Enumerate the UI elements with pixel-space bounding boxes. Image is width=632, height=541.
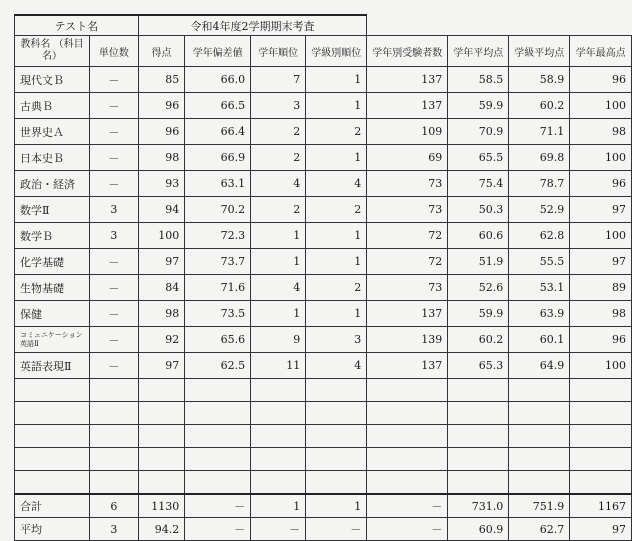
empty-cell [448, 471, 509, 495]
class-average-cell: 71.1 [509, 119, 570, 145]
subject-cell: 現代文Ｂ [15, 67, 90, 93]
empty-cell [367, 425, 448, 448]
grade-max-cell: 97 [570, 197, 632, 223]
empty-cell [15, 379, 90, 402]
subject-cell: 化学基礎 [15, 249, 90, 275]
grade-average-cell: 50.3 [448, 197, 509, 223]
subject-cell: 政治・経済 [15, 171, 90, 197]
empty-cell [15, 448, 90, 471]
class-average-cell: 60.1 [509, 327, 570, 353]
table-row [15, 67, 632, 93]
grade-max-cell: 100 [570, 353, 632, 379]
credits-cell: － [90, 171, 139, 197]
exam-title: 令和4年度2学期期末考査 [138, 15, 367, 36]
empty-cell [138, 402, 185, 425]
score-cell: 94 [138, 197, 185, 223]
col-subject: 教科名 （科目名） [15, 36, 90, 67]
credits-cell: 3 [90, 197, 139, 223]
score-cell: 100 [138, 223, 185, 249]
credits-cell: 3 [90, 223, 139, 249]
grade-rank-cell: 2 [251, 197, 306, 223]
table-row [15, 93, 632, 119]
grade-average-cell: 59.9 [448, 93, 509, 119]
table-row [15, 301, 632, 327]
empty-row [15, 448, 632, 471]
deviation-cell: 71.6 [185, 275, 251, 301]
credits-cell: － [90, 249, 139, 275]
score-table [14, 14, 632, 541]
empty-cell [306, 379, 367, 402]
class-average-cell: 52.9 [509, 197, 570, 223]
score-cell: 85 [138, 67, 185, 93]
header-row [15, 36, 632, 67]
grade-rank-cell: 4 [251, 275, 306, 301]
grade-rank-cell: 2 [251, 119, 306, 145]
empty-cell [185, 448, 251, 471]
grade-average-cell: 52.6 [448, 275, 509, 301]
deviation-cell: 66.5 [185, 93, 251, 119]
empty-cell [90, 379, 139, 402]
deviation-cell: 72.3 [185, 223, 251, 249]
takers-cell: 72 [367, 249, 448, 275]
takers-cell: 139 [367, 327, 448, 353]
average-row-takers-cell: － [367, 518, 448, 541]
takers-cell: 69 [367, 145, 448, 171]
title-blank [367, 15, 632, 36]
grade-rank-cell: 4 [251, 171, 306, 197]
empty-cell [509, 379, 570, 402]
deviation-cell: 70.2 [185, 197, 251, 223]
test-name-label: テスト名 [15, 15, 139, 36]
table-row [15, 249, 632, 275]
takers-cell: 109 [367, 119, 448, 145]
average-row [15, 518, 632, 541]
total-row-takers-cell: － [367, 494, 448, 518]
deviation-cell: 66.9 [185, 145, 251, 171]
col-grade-rank: 学年順位 [251, 36, 306, 67]
class-rank-cell: 2 [306, 275, 367, 301]
subject-cell: 数学Ⅱ [15, 197, 90, 223]
average-row-credits-cell: 3 [90, 518, 139, 541]
average-row-gavg-cell: 60.9 [448, 518, 509, 541]
grade-max-cell: 100 [570, 145, 632, 171]
empty-cell [185, 471, 251, 495]
deviation-cell: 65.6 [185, 327, 251, 353]
grade-max-cell: 100 [570, 93, 632, 119]
empty-cell [570, 471, 632, 495]
score-cell: 97 [138, 249, 185, 275]
class-rank-cell: 2 [306, 119, 367, 145]
credits-cell: － [90, 275, 139, 301]
empty-cell [367, 402, 448, 425]
score-cell: 96 [138, 119, 185, 145]
grade-average-cell: 60.6 [448, 223, 509, 249]
col-class-average: 学級平均点 [509, 36, 570, 67]
empty-cell [185, 425, 251, 448]
grade-average-cell: 70.9 [448, 119, 509, 145]
deviation-cell: 63.1 [185, 171, 251, 197]
empty-cell [138, 448, 185, 471]
score-cell: 98 [138, 301, 185, 327]
class-average-cell: 63.9 [509, 301, 570, 327]
credits-cell: － [90, 93, 139, 119]
empty-cell [90, 402, 139, 425]
class-average-cell: 53.1 [509, 275, 570, 301]
class-rank-cell: 1 [306, 301, 367, 327]
average-row-score-cell: 94.2 [138, 518, 185, 541]
deviation-cell: 66.4 [185, 119, 251, 145]
class-rank-cell: 2 [306, 197, 367, 223]
col-grade-max: 学年最高点 [570, 36, 632, 67]
credits-cell: － [90, 353, 139, 379]
empty-cell [448, 402, 509, 425]
subject-cell: 日本史Ｂ [15, 145, 90, 171]
grade-rank-cell: 7 [251, 67, 306, 93]
grade-rank-cell: 1 [251, 301, 306, 327]
score-cell: 84 [138, 275, 185, 301]
empty-cell [306, 448, 367, 471]
empty-cell [509, 448, 570, 471]
class-rank-cell: 3 [306, 327, 367, 353]
grade-max-cell: 96 [570, 171, 632, 197]
score-cell: 96 [138, 93, 185, 119]
empty-cell [367, 448, 448, 471]
class-average-cell: 62.8 [509, 223, 570, 249]
empty-cell [306, 425, 367, 448]
average-row-crank-cell: － [306, 518, 367, 541]
empty-cell [15, 425, 90, 448]
total-row-credits-cell: 6 [90, 494, 139, 518]
total-row-label-cell: 合計 [15, 494, 90, 518]
table-row [15, 353, 632, 379]
empty-cell [15, 471, 90, 495]
empty-cell [306, 402, 367, 425]
grade-max-cell: 96 [570, 327, 632, 353]
grade-average-cell: 65.5 [448, 145, 509, 171]
total-row [15, 494, 632, 518]
average-row-label-cell: 平均 [15, 518, 90, 541]
takers-cell: 73 [367, 197, 448, 223]
table-row [15, 171, 632, 197]
class-average-cell: 58.9 [509, 67, 570, 93]
grade-max-cell: 98 [570, 119, 632, 145]
credits-cell: － [90, 119, 139, 145]
deviation-cell: 62.5 [185, 353, 251, 379]
takers-cell: 137 [367, 67, 448, 93]
takers-cell: 137 [367, 353, 448, 379]
credits-cell: － [90, 301, 139, 327]
grade-average-cell: 60.2 [448, 327, 509, 353]
table-row [15, 119, 632, 145]
score-cell: 93 [138, 171, 185, 197]
subject-cell: コミュニケーション英語Ⅱ [15, 327, 90, 353]
empty-cell [90, 471, 139, 495]
empty-cell [570, 448, 632, 471]
grade-max-cell: 100 [570, 223, 632, 249]
empty-cell [448, 425, 509, 448]
score-cell: 97 [138, 353, 185, 379]
grade-rank-cell: 2 [251, 145, 306, 171]
table-row [15, 197, 632, 223]
empty-row [15, 379, 632, 402]
deviation-cell: 73.7 [185, 249, 251, 275]
empty-cell [448, 379, 509, 402]
empty-cell [15, 402, 90, 425]
total-row-grank-cell: 1 [251, 494, 306, 518]
class-average-cell: 69.8 [509, 145, 570, 171]
empty-cell [90, 425, 139, 448]
table-row [15, 223, 632, 249]
empty-cell [570, 425, 632, 448]
average-row-grank-cell: － [251, 518, 306, 541]
empty-row [15, 471, 632, 495]
subject-cell: 古典Ｂ [15, 93, 90, 119]
empty-cell [251, 471, 306, 495]
col-class-rank: 学級別順位 [306, 36, 367, 67]
empty-row [15, 425, 632, 448]
empty-cell [509, 425, 570, 448]
empty-cell [367, 379, 448, 402]
class-average-cell: 60.2 [509, 93, 570, 119]
empty-cell [570, 402, 632, 425]
empty-cell [367, 471, 448, 495]
empty-cell [306, 471, 367, 495]
class-rank-cell: 1 [306, 67, 367, 93]
empty-cell [251, 379, 306, 402]
class-rank-cell: 1 [306, 145, 367, 171]
empty-cell [509, 402, 570, 425]
empty-cell [138, 471, 185, 495]
col-grade-average: 学年平均点 [448, 36, 509, 67]
grade-rank-cell: 3 [251, 93, 306, 119]
average-row-gmax-cell: 97 [570, 518, 632, 541]
subject-cell: 生物基礎 [15, 275, 90, 301]
grade-average-cell: 65.3 [448, 353, 509, 379]
average-row-dev-cell: － [185, 518, 251, 541]
grade-max-cell: 96 [570, 67, 632, 93]
col-grade-deviation: 学年偏差値 [185, 36, 251, 67]
subject-cell: 世界史Ａ [15, 119, 90, 145]
col-credits: 単位数 [90, 36, 139, 67]
table-row [15, 327, 632, 353]
grade-rank-cell: 1 [251, 223, 306, 249]
score-cell: 92 [138, 327, 185, 353]
credits-cell: － [90, 327, 139, 353]
total-row-gmax-cell: 1167 [570, 494, 632, 518]
class-average-cell: 55.5 [509, 249, 570, 275]
grade-rank-cell: 11 [251, 353, 306, 379]
empty-row [15, 402, 632, 425]
total-row-cavg-cell: 751.9 [509, 494, 570, 518]
grade-max-cell: 89 [570, 275, 632, 301]
takers-cell: 137 [367, 93, 448, 119]
grade-max-cell: 97 [570, 249, 632, 275]
total-row-score-cell: 1130 [138, 494, 185, 518]
total-row-gavg-cell: 731.0 [448, 494, 509, 518]
class-average-cell: 78.7 [509, 171, 570, 197]
empty-cell [138, 379, 185, 402]
subject-cell: 保健 [15, 301, 90, 327]
credits-cell: － [90, 67, 139, 93]
takers-cell: 72 [367, 223, 448, 249]
empty-cell [185, 379, 251, 402]
title-row [15, 15, 632, 36]
grade-rank-cell: 9 [251, 327, 306, 353]
takers-cell: 73 [367, 171, 448, 197]
grade-average-cell: 58.5 [448, 67, 509, 93]
average-row-cavg-cell: 62.7 [509, 518, 570, 541]
class-rank-cell: 1 [306, 223, 367, 249]
subject-cell: 英語表現Ⅱ [15, 353, 90, 379]
grade-average-cell: 51.9 [448, 249, 509, 275]
empty-cell [251, 448, 306, 471]
grade-average-cell: 75.4 [448, 171, 509, 197]
class-rank-cell: 4 [306, 353, 367, 379]
total-row-dev-cell: － [185, 494, 251, 518]
deviation-cell: 73.5 [185, 301, 251, 327]
class-rank-cell: 4 [306, 171, 367, 197]
takers-cell: 73 [367, 275, 448, 301]
col-score: 得点 [138, 36, 185, 67]
class-rank-cell: 1 [306, 93, 367, 119]
deviation-cell: 66.0 [185, 67, 251, 93]
table-row [15, 145, 632, 171]
empty-cell [90, 448, 139, 471]
empty-cell [251, 402, 306, 425]
credits-cell: － [90, 145, 139, 171]
subject-cell: 数学Ｂ [15, 223, 90, 249]
takers-cell: 137 [367, 301, 448, 327]
col-grade-takers: 学年別受験者数 [367, 36, 448, 67]
empty-cell [251, 425, 306, 448]
empty-cell [185, 402, 251, 425]
empty-cell [570, 379, 632, 402]
score-cell: 98 [138, 145, 185, 171]
grade-max-cell: 98 [570, 301, 632, 327]
empty-cell [448, 448, 509, 471]
grade-rank-cell: 1 [251, 249, 306, 275]
empty-cell [509, 471, 570, 495]
empty-cell [138, 425, 185, 448]
total-row-crank-cell: 1 [306, 494, 367, 518]
table-row [15, 275, 632, 301]
grade-average-cell: 59.9 [448, 301, 509, 327]
class-average-cell: 64.9 [509, 353, 570, 379]
class-rank-cell: 1 [306, 249, 367, 275]
